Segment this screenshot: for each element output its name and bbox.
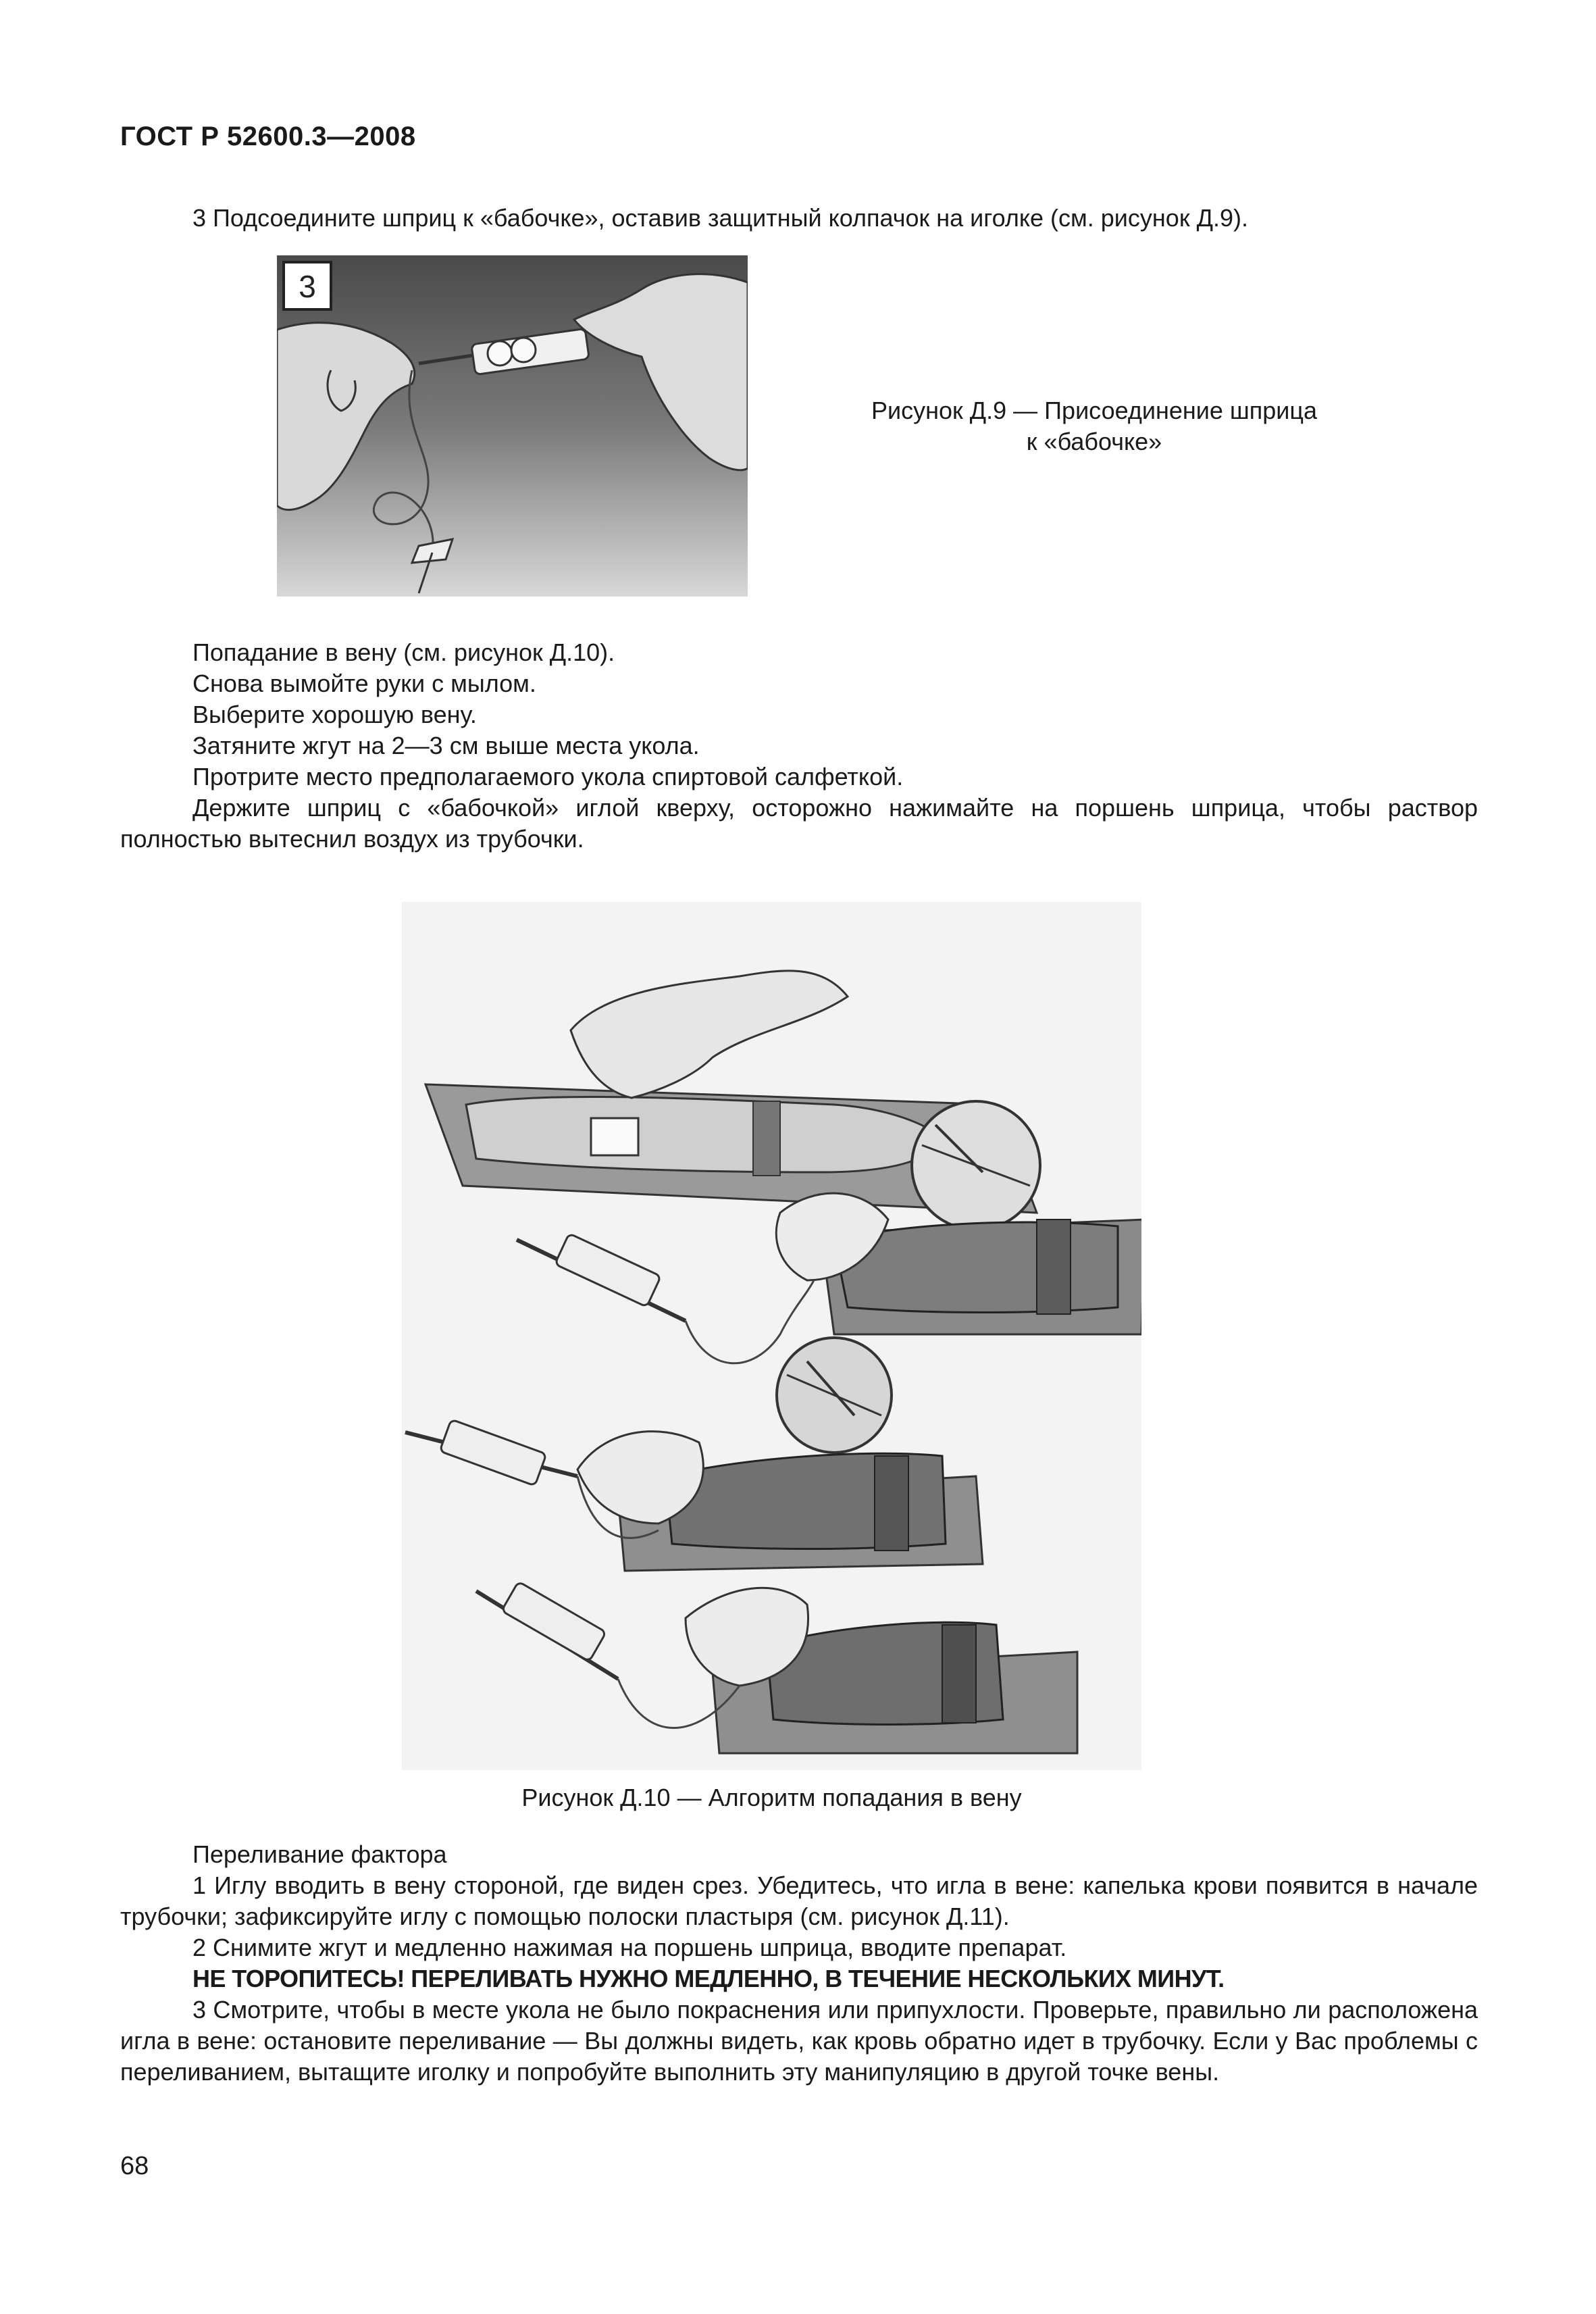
figure-9-caption-line2: к «бабочке» — [1026, 428, 1162, 455]
step3-intro: 3 Подсоедините шприц к «бабочке», оставив защитный колпачок на иголке (см. рисунок Д.9). — [192, 204, 1248, 232]
vein-line-5: Протрите место предполагаемого укола спиртовой салфеткой. — [192, 763, 904, 790]
vein-line-1: Попадание в вену (см. рисунок Д.10). — [192, 638, 615, 666]
page-number: 68 — [120, 2152, 149, 2180]
infusion-heading: Переливание фактора — [192, 1840, 447, 1868]
figure-9-panel-label: 3 — [299, 269, 316, 304]
infusion-paragraph-2: 2 Снимите жгут и медленно нажимая на поршень шприца, вводите препарат. — [192, 1934, 1067, 1961]
vein-line-4: Затяните жгут на 2—3 см выше места укола. — [192, 732, 700, 759]
vein-line-2: Снова вымойте руки с мылом. — [192, 670, 536, 697]
vein-paragraph: Держите шприц с «бабочкой» иглой кверху, осторожно нажимайте на поршень шприца, чтобы раствор полностью вытеснил воздух из трубочки. — [120, 794, 1478, 853]
vein-line-3: Выберите хорошую вену. — [192, 701, 477, 728]
figure-9-caption — [817, 395, 1371, 457]
figure-9-caption-line1: Рисунок Д.9 — Присоединение шприца — [871, 397, 1318, 424]
figure-10-caption: Рисунок Д.10 — Алгоритм попадания в вену — [521, 1784, 1022, 1811]
infusion-paragraph-3: 3 Смотрите, чтобы в месте укола не было покраснения или припухлости. Проверьте, правильно ли расположена игла в вене: остановите переливание — Вы должны видеть, как кровь обратно идет в трубочку. Если у Вас проблемы с переливанием, вытащите иголку и попробуйте выполнить эту манипуляцию в другой точке вены. — [120, 1996, 1478, 2086]
figure-9-image — [277, 255, 748, 597]
infusion-paragraph-1: 1 Иглу вводить в вену стороной, где виден срез. Убедитесь, что игла в вене: капелька крови появится в начале трубочки; зафиксируйте иглу с помощью полоски пластыря (см. рисунок Д.11). — [120, 1871, 1478, 1930]
infusion-warning: НЕ ТОРОПИТЕСЬ! ПЕРЕЛИВАТЬ НУЖНО МЕДЛЕННО, В ТЕЧЕНИЕ НЕСКОЛЬКИХ МИНУТ. — [192, 1965, 1225, 1992]
figure-10-image — [402, 902, 1141, 1770]
standard-header: ГОСТ Р 52600.3—2008 — [120, 122, 416, 151]
